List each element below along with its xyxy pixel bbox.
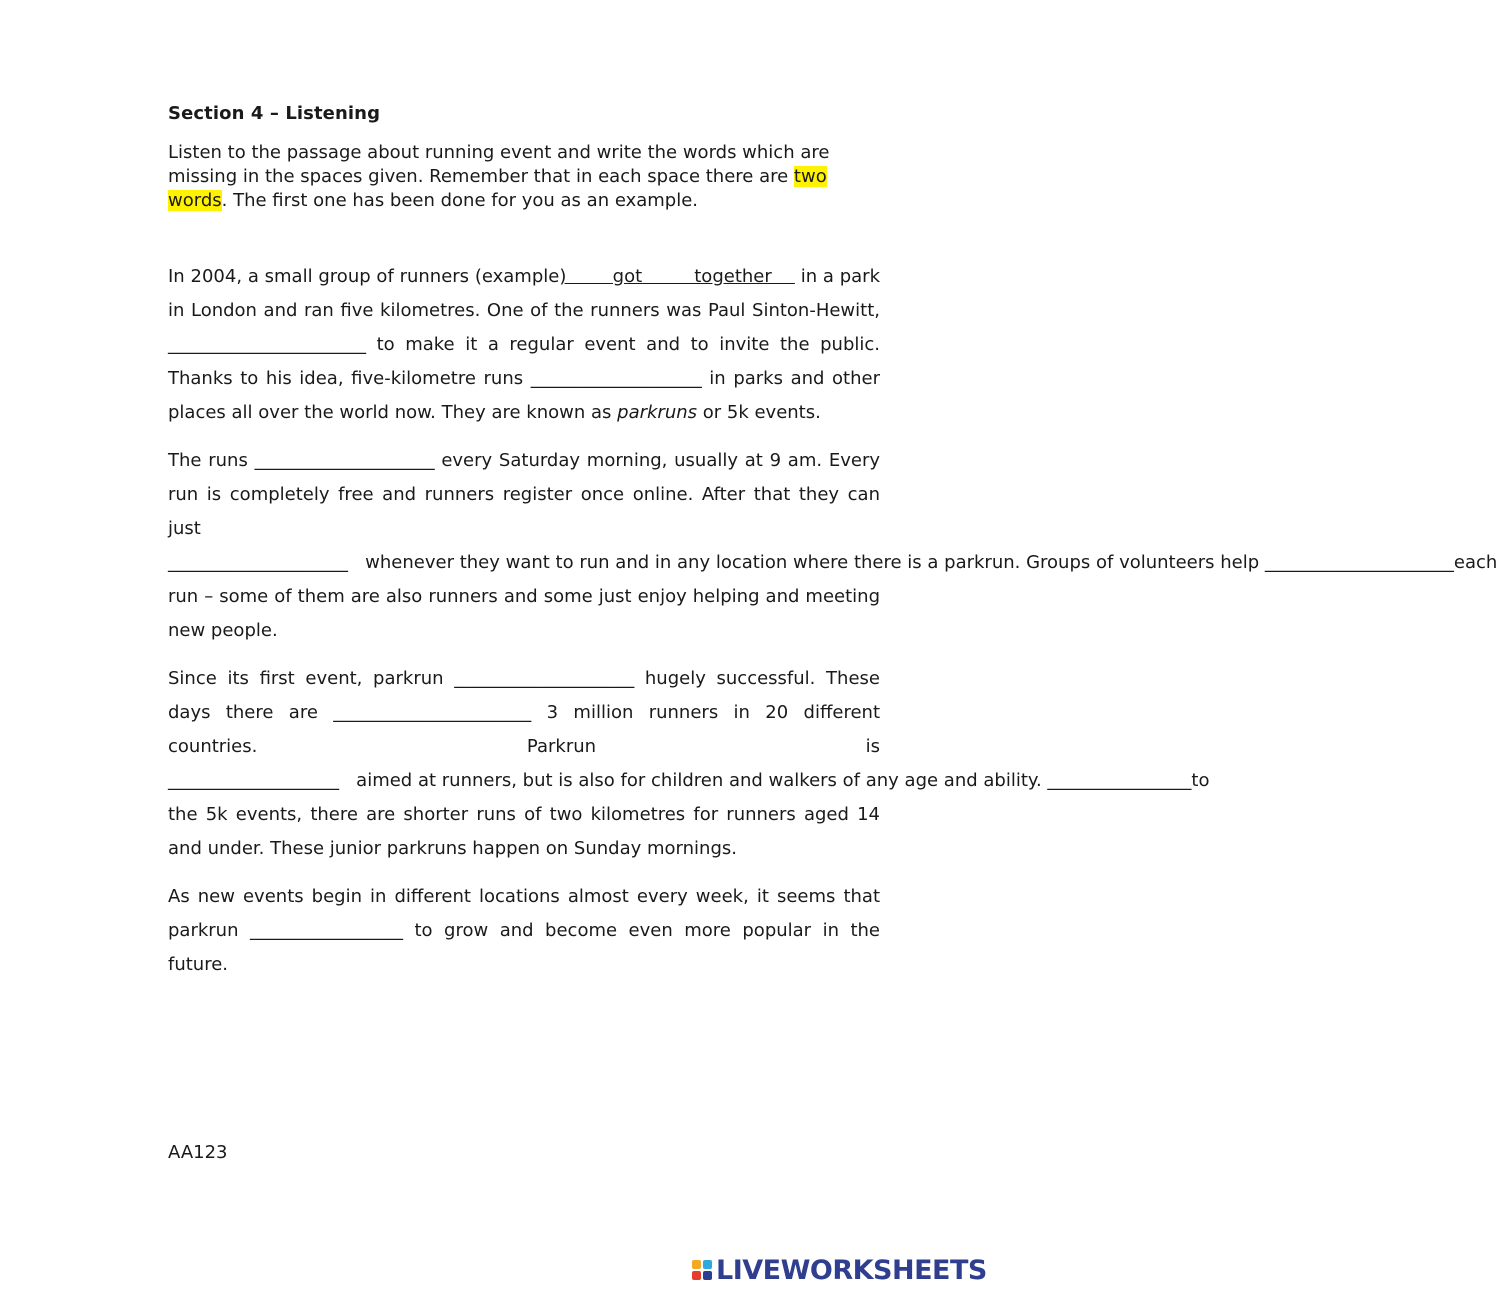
- paragraph-text: to grow and become even more popular in the future.: [168, 920, 881, 975]
- answer-blank-7[interactable]: ______________________: [333, 702, 532, 723]
- paragraph-text: The runs: [168, 450, 255, 471]
- paragraph-3: [168, 662, 1210, 866]
- paragraph-4: [168, 880, 880, 982]
- answer-blank-3[interactable]: ____________________: [254, 450, 435, 471]
- answer-blank-8[interactable]: ___________________: [168, 770, 339, 791]
- liveworksheets-logo: [692, 1254, 987, 1286]
- paragraph-text: in parks and other places all over the world now. They are known as: [168, 368, 880, 423]
- paragraph-text: hugely successful. These days there are: [168, 668, 880, 723]
- paragraph-text: whenever they want to run and in any location where there is a parkrun. Groups of volunteers help: [348, 552, 1265, 573]
- paragraph-text: to make it a regular event and to invite the public. Thanks to his idea, five-kilometre runs: [168, 334, 880, 389]
- instructions-highlight: two words: [168, 166, 827, 211]
- paragraph-text: As new events begin in different locations almost every week, it seems that parkrun: [168, 886, 880, 941]
- instructions-text: Listen to the passage about running event and write the words which are missing in the spaces given. Remember that in each space there are: [168, 142, 830, 187]
- paragraph-text: In 2004, a small group of runners (example: [168, 266, 560, 287]
- paragraph-1: [168, 260, 880, 430]
- liveworksheets-logo-icon: [692, 1260, 712, 1280]
- answer-blank-1[interactable]: ______________________: [168, 334, 366, 355]
- answer-blank-2[interactable]: ___________________: [530, 368, 702, 389]
- answer-blank-9[interactable]: ________________: [1047, 770, 1192, 791]
- paragraph-2: [168, 444, 1497, 648]
- paragraph-text: in a park in London and ran five kilometres. One of the runners was Paul Sinton-Hewitt,: [168, 266, 880, 321]
- instructions: [168, 141, 880, 213]
- paragraph-text: Since its first event, parkrun: [168, 668, 455, 689]
- paragraph-text: aimed at runners, but is also for children and walkers of any age and ability.: [339, 770, 1048, 791]
- paragraph-text: each run – some of them are also runners and some just enjoy helping and meeting new people.: [168, 552, 1497, 641]
- paragraph-text: every Saturday morning, usually at 9 am. Every run is completely free and runners register once online. After that they can just: [168, 450, 880, 539]
- paragraph-text: 3 million runners in 20 different countries. Parkrun is: [168, 702, 880, 757]
- example-answer: ) got together: [559, 266, 795, 287]
- paragraph-text: or 5k events.: [697, 402, 821, 423]
- answer-blank-6[interactable]: ____________________: [454, 668, 635, 689]
- answer-blank-5[interactable]: _____________________: [1264, 552, 1454, 573]
- answer-blank-10[interactable]: _________________: [250, 920, 403, 941]
- instructions-text-end: . The first one has been done for you as an example.: [221, 190, 699, 211]
- paragraph-text: to the 5k events, there are shorter runs of two kilometres for runners aged 14 and under. These junior parkruns happen on Sunday mornings.: [168, 770, 1210, 859]
- section-title: Section 4 – Listening: [168, 103, 381, 124]
- answer-blank-4[interactable]: ____________________: [168, 552, 348, 573]
- logo-text: LIVEWORKSHEETS: [716, 1254, 987, 1286]
- italic-term: parkruns: [617, 402, 698, 423]
- worksheet-code: AA123: [168, 1142, 228, 1163]
